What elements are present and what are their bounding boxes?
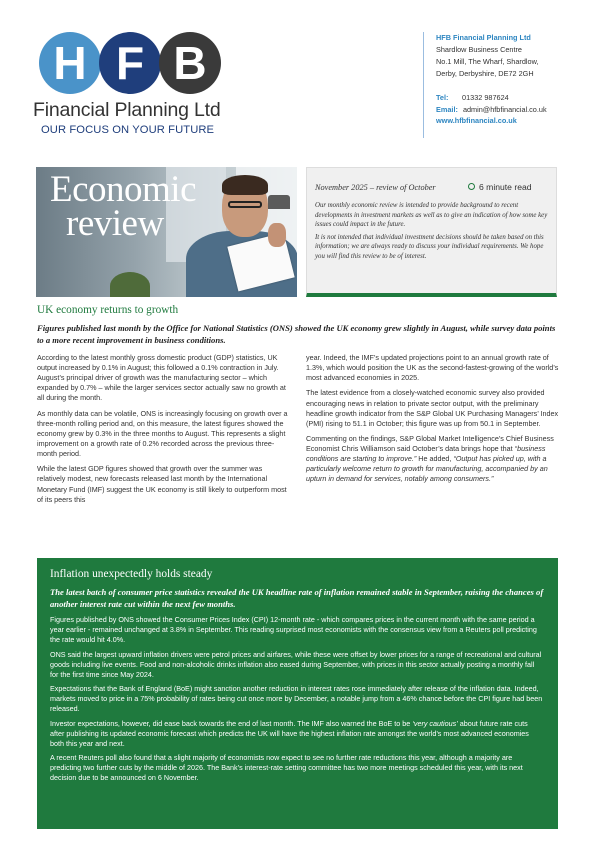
article-paragraph: According to the latest monthly gross domestic product (GDP) statistics, UK output increased by 0.1% in August; this followed a 0.1% contraction in July. August’s principal driver of growth was the manufacturing sector – which expanded by 0.7% – while the larger services sector actually saw no growth at all during the month.	[37, 353, 286, 403]
quote-intro-text: Commenting on the findings, S&P Global Market Intelligence’s Chief Business Economist Chris Williamson said October’s data brings hope that	[306, 434, 554, 454]
email-link[interactable]: admin@hfbfinancial.co.uk	[462, 104, 547, 114]
website-link[interactable]: www.hfbfinancial.co.uk	[436, 116, 517, 126]
tel-value[interactable]: 01332 987624	[462, 92, 509, 102]
quote-text: “Output has picked up, with a particularly welcome return to growth for manufacturing, accompanied by an upturn in demand for services, notably among consumers.”	[306, 454, 548, 484]
section-title-uk-economy: UK economy returns to growth	[37, 304, 179, 316]
hero-title-line2: review	[66, 203, 164, 244]
article-paragraph	[306, 434, 559, 484]
article-paragraph: Expectations that the Bank of England (BoE) might sanction another reduction in interest rates rose immediately after release of the inflation data. Indeed, markets moved to price in a 75% probability of rates being cut once more by December, a notable jump from a 46% chance before the CPI figure had been released.	[50, 684, 543, 714]
review-info-box	[306, 167, 557, 297]
review-intro	[315, 201, 551, 265]
lamp-shape	[268, 195, 290, 209]
logo-letter-h: H	[39, 32, 101, 94]
contact-address-line: Derby, Derbyshire, DE72 2GH	[436, 68, 534, 78]
article-paragraph	[50, 719, 544, 749]
logo-company-name: Financial Planning Ltd	[33, 99, 221, 121]
hand-shape	[268, 223, 286, 247]
emphasis-text: ‘very cautious’	[412, 718, 458, 728]
article-column-left	[37, 353, 289, 510]
article-paragraph: A recent Reuters poll also found that a slight majority of economists now expect to see no further rate reductions this year, although a majority are predicting two further cuts by the middle of 2026. The Bank’s interest-rate setting committee has two more meetings scheduled this year, with its next decision due to be announced on 6 November.	[50, 753, 523, 783]
article-paragraph: ONS said the largest upward inflation drivers were petrol prices and airfares, while these were offset by lower prices for a range of recreational and cultural goods including live events. Food and non-alcoholic drinks inflation also eased during September, with prices in this sector actually posting a monthly fall for the first time since May 2024.	[50, 649, 542, 679]
logo-letter-f: F	[99, 32, 161, 94]
glasses-shape	[228, 201, 262, 208]
quote-bridge-text: He added,	[416, 454, 454, 464]
contact-tel-row	[436, 92, 547, 104]
contact-address-line: No.1 Mill, The Wharf, Shardlow,	[436, 56, 539, 66]
inflation-panel	[37, 558, 558, 829]
article-paragraph: Figures published by ONS showed the Consumer Prices Index (CPI) 12-month rate - which compares prices in the current month with the same period a year earlier - remained unchanged at 3.8% in September. This reading surprised most economists with the consensus view from a Reuters poll predicting the rate would hit 4.0%.	[50, 615, 537, 644]
article-paragraph: While the latest GDP figures showed that growth over the summer was relatively modest, new forecasts released last month by the International Monetary Fund (IMF) suggest the UK economy is still likely to outperform most of its peers this	[37, 464, 287, 504]
quote-text: “business conditions are starting to improve.”	[306, 444, 546, 464]
review-intro-paragraph: Our monthly economic review is intended to provide background to recent developments in investment markets as well as to give an indication of how some key issues could impact in the future.	[315, 202, 548, 229]
review-intro-paragraph: It is not intended that individual investment decisions should be taken based on this information; we are always ready to discuss your individual requirements. We hope you will find this review to be of interest.	[315, 233, 544, 260]
article-paragraph: year. Indeed, the IMF’s updated projections point to an annual growth rate of 1.3%, which would position the UK as the second-fastest-growing of the world’s most advanced economies in 2025.	[306, 353, 559, 383]
logo-letter-b: B	[159, 32, 221, 94]
article-column-right	[306, 353, 559, 490]
clock-icon	[468, 183, 475, 190]
review-date: November 2025 – review of October	[315, 183, 436, 192]
hero-title	[50, 169, 197, 244]
paragraph-text: about future rate cuts after publishing its updated economic forecast which predicts the UK will have the highest inflation rate amongst the world’s most advanced economies both this year and next.	[50, 718, 529, 748]
contact-company-name: HFB Financial Planning Ltd	[436, 33, 531, 42]
article-paragraph: As monthly data can be volatile, ONS is increasingly focusing on growth over a three-month rolling period and, on this measure, the latest figures showed the economy grew by 0.3% in the three months to August. This represents a slight improvement on a growth rate of 0.2% recorded across the previous three-month period.	[37, 408, 288, 459]
section-lead-inflation: The latest batch of consumer price statistics revealed the UK headline rate of inflation remained stable in September, raising the chances of another interest rate cut within the next few months.	[50, 587, 544, 609]
contact-address-line: Shardlow Business Centre	[436, 44, 522, 54]
read-time	[468, 182, 532, 192]
contact-block	[423, 32, 583, 138]
section-lead-uk-economy: Figures published last month by the Office for National Statistics (ONS) showed the UK economy grew slightly in August, while survey data points to a more recent improvement in business conditions.	[37, 323, 556, 345]
read-time-label: 6 minute read	[479, 182, 532, 192]
plant-shape	[110, 272, 150, 297]
logo-tagline: OUR FOCUS ON YOUR FUTURE	[41, 124, 215, 136]
hero-title-line1: Economic	[50, 169, 197, 210]
contact-email-row	[436, 104, 547, 116]
tel-label: Tel:	[436, 92, 449, 102]
person-hair	[222, 175, 268, 195]
logo-circles	[36, 32, 231, 94]
inflation-body	[50, 615, 544, 783]
article-paragraph: The latest evidence from a closely-watched economic survey also provided encouraging news in relation to private sector output, with the preliminary headline growth indicator from the S&P Global UK Purchasing Managers’ Index (PMI) rising to 51.1 in October; this figure was up from 50.1 in September.	[306, 388, 559, 428]
email-label: Email:	[436, 104, 458, 114]
section-title-inflation: Inflation unexpectedly holds steady	[50, 568, 213, 580]
hero-image	[36, 167, 297, 297]
company-logo	[33, 32, 243, 140]
paragraph-text: Investor expectations, however, did ease back towards the end of last month. The IMF also warned the BoE to be	[50, 718, 413, 728]
